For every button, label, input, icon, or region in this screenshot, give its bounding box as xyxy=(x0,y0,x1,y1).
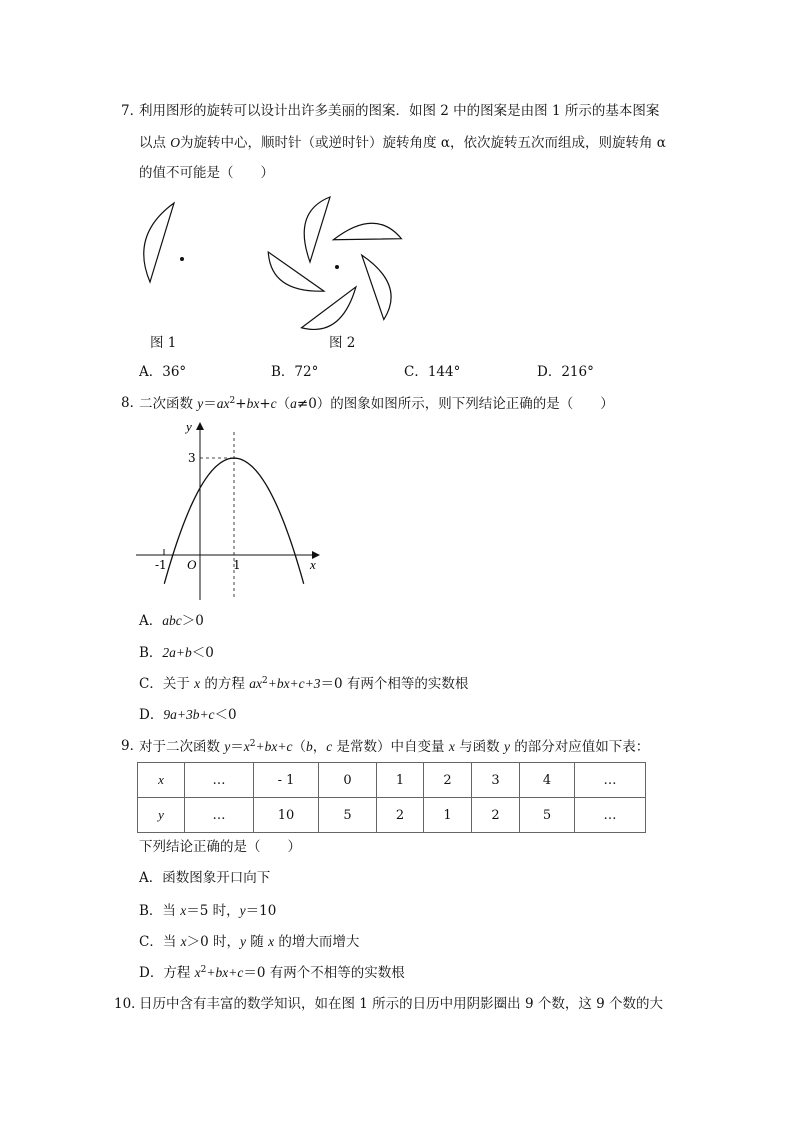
q7-option-d: D．216° xyxy=(537,364,594,380)
q9-option-a: A．函数图象开口向下 xyxy=(139,870,271,886)
q8-tick-1-label: 1 xyxy=(233,558,241,572)
fig2-petal-1 xyxy=(304,197,330,262)
q7-option-b: B．72° xyxy=(271,364,319,380)
q9-number: 9． xyxy=(121,738,144,754)
q7-fig2-label: 图 2 xyxy=(329,335,356,351)
table-cell: … xyxy=(185,798,254,833)
q9-option-d: D．方程 $x^2+bx+c=0$ 有两个不相等的实数根 xyxy=(139,965,405,981)
q7-option-c: C．144° xyxy=(404,364,461,380)
q8-option-b: B．2a+b＜0 xyxy=(139,645,214,661)
q8-x-label: x xyxy=(310,557,316,572)
q9-option-c: C．当 x＞0 时，y 随 x 的增大而增大 xyxy=(139,934,360,950)
table-cell: 2 xyxy=(424,763,472,798)
q7-line2: 以点 O为旋转中心，顺时针（或逆时针）旋转角度 α，依次旋转五次而组成，则旋转角 α xyxy=(139,135,666,151)
table-row xyxy=(138,763,646,798)
q7-line1: 利用图形的旋转可以设计出许多美丽的图案．如图 2 中的图案是由图 1 所示的基本图案 xyxy=(139,103,660,119)
table-cell: 0 xyxy=(319,763,377,798)
q7-number: 7． xyxy=(121,103,144,119)
q9-prompt: 下列结论正确的是（ ） xyxy=(139,839,301,855)
table-cell: 2 xyxy=(377,798,424,833)
fig2-petal-2 xyxy=(332,214,402,259)
q10-number: 10． xyxy=(114,996,145,1012)
q7-option-a: A．36° xyxy=(139,364,187,380)
table-cell: … xyxy=(575,763,646,798)
q8-parabola-graph xyxy=(130,418,330,608)
q9-option-b: B．当 x＝5 时，y＝10 xyxy=(139,903,277,919)
fig2-petal-3 xyxy=(346,252,405,320)
q7-figure-1 xyxy=(120,195,210,295)
q8-option-c: C．关于 x 的方程 $ax^2+bx+c+3=0$ 有两个相等的实数根 xyxy=(139,676,469,692)
table-cell: … xyxy=(575,798,646,833)
q9-stem: 对于二次函数 $y=x^2+bx+c(b$，c 是常数）中自变量 x 与函数 y 的部分对应值如下表： xyxy=(139,739,650,755)
q8-tick-neg1-label: -1 xyxy=(155,558,167,572)
q9-value-table xyxy=(137,762,646,833)
table-cell: 3 xyxy=(472,763,520,798)
fig2-center-point xyxy=(335,265,339,269)
q8-y-label: y xyxy=(186,419,192,434)
table-cell: 2 xyxy=(472,798,520,833)
table-cell: y xyxy=(138,798,185,833)
table-row xyxy=(138,798,646,833)
q8-origin-label: O xyxy=(187,557,197,572)
table-cell: - 1 xyxy=(254,763,319,798)
table-cell: 4 xyxy=(520,763,575,798)
table-cell: 1 xyxy=(377,763,424,798)
table-cell: 10 xyxy=(254,798,319,833)
fig2-petal-5 xyxy=(260,252,330,297)
q8-number: 8． xyxy=(121,395,144,411)
table-cell: 5 xyxy=(520,798,575,833)
q7-fig1-label: 图 1 xyxy=(150,335,177,351)
q8-stem: 二次函数 $y=ax^2+bx+c(a\ne 0)$的图象如图所示，则下列结论正确的是（ ） xyxy=(139,396,614,412)
q7-line3: 的值不可能是（ ） xyxy=(139,165,274,181)
q8-tick-3-label: 3 xyxy=(188,451,196,465)
table-cell: … xyxy=(185,763,254,798)
table-cell: x xyxy=(138,763,185,798)
table-cell: 1 xyxy=(424,798,472,833)
q8-option-a: A．abc＞0 xyxy=(139,613,204,629)
q7-figure-2 xyxy=(262,192,412,327)
q10-stem: 日历中含有丰富的数学知识，如在图 1 所示的日历中用阴影圈出 9 个数，这 9 个数的大 xyxy=(139,996,664,1012)
table-cell: 5 xyxy=(319,798,377,833)
q8-option-d: D．9a+3b+c＜0 xyxy=(139,707,237,723)
